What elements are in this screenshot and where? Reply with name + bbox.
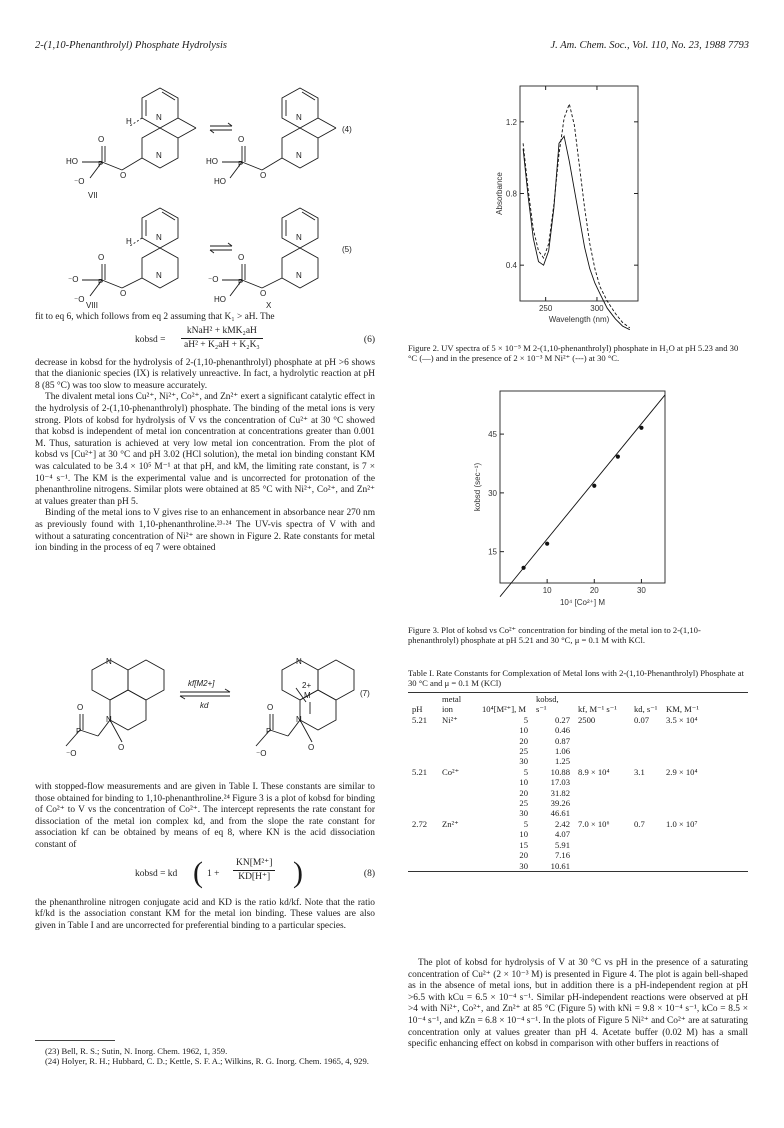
eq7-number: (7) xyxy=(360,689,370,698)
metal-m-label: M xyxy=(304,691,311,700)
paragraph-stopped-flow: with stopped-flow measurements and are given in Table I. These constants are similar to those obtained for binding to 1,10-phenanthroline.²⁴ Figure 3 is a plot of kobsd for binding of Co²⁺ to V vs the concentration of Co²⁺. The intercept represents the rate constant for dissociation of the metal ion complex kd, and from the slope the rate constant for association kf can be obtained by means of eq 8, where KN is the acid dissociation constant of xyxy=(35,782,375,850)
cell-kf xyxy=(574,850,630,860)
cell-kd xyxy=(630,736,662,746)
footnote-23: (23) Bell, R. S.; Sutin, N. Inorg. Chem. 1962, 1, 359. xyxy=(45,1046,228,1056)
figure-3-caption: Figure 3. Plot of kobsd vs Co²⁺ concentration for binding of the metal ion to 2-(1,10-phenanthrolyl) phosphate at pH 5.21 and 30 °C, μ = 0.1 M with KCl. xyxy=(408,625,701,646)
cell-kobsd: 10.61 xyxy=(550,860,570,871)
svg-text:P: P xyxy=(98,278,104,287)
cell-km xyxy=(662,788,748,798)
cell-km xyxy=(662,808,748,818)
cell-ph xyxy=(408,756,438,766)
running-header-right: J. Am. Chem. Soc., Vol. 110, No. 23, 1988 7793 xyxy=(550,40,749,51)
cell-kd: 3.1 xyxy=(634,766,645,777)
cell-conc: 20 xyxy=(519,735,528,746)
col-kobsd: kobsd, s⁻¹ xyxy=(536,694,559,715)
cell-conc: 5 xyxy=(523,766,528,777)
cell-conc: 25 xyxy=(519,798,528,809)
paragraph-divalent-metals: The divalent metal ions Cu²⁺, Ni²⁺, Co²⁺, and Zn²⁺ exert a significant catalytic effect in the hydrolysis of 2-(1,10-phenanthrolyl) phosphate. The binding of the metal ions is very strong. Plots of kobsd for hydrolysis of V vs the concentration of Cu²⁺ at 30 °C showed that kobsd is independent of metal ion concentration at concentrations greater than 0.001 M. Thus, saturation is achieved at very low metal ion concentration. From the plot of kobsd vs [Cu²⁺] at 30 °C and pH 3.02 (HCl solution), the metal ion binding constant KM was calculated to be 3.4 × 10⁵ M⁻¹ at that pH, and kM, the limiting rate constant, is 7 × 10⁻⁴ s⁻¹. The KM is the experimental value and is uncorrected for protonation of the phenanthroline nitrogens. Similar plots were obtained at 85 °C with Ni²⁺, Co²⁺, and Zn²⁺ at values greater than pH 5. xyxy=(35,392,375,507)
left-column-continued xyxy=(35,782,375,932)
x-tick-label: 250 xyxy=(538,304,553,313)
eq6-denominator: aH² + K₂aH + K₂K₃ xyxy=(184,340,260,351)
table-1-rule-top xyxy=(408,692,748,693)
cell-kd xyxy=(630,746,662,756)
cell-conc: 30 xyxy=(519,756,528,767)
cell-km: 1.0 × 10⁷ xyxy=(666,818,698,829)
cell-kobsd: 17.03 xyxy=(550,777,570,788)
table-row xyxy=(408,798,748,808)
figure-3-kobsd-plot xyxy=(470,383,690,618)
eq8-lhs: kobsd = kd xyxy=(135,868,178,879)
cell-ion: Zn²⁺ xyxy=(442,818,459,829)
eq8-number: (8) xyxy=(363,868,375,879)
figure-2-caption: Figure 2. UV spectra of 5 × 10⁻⁵ M 2-(1,10-phenanthrolyl) phosphate in H₂O at pH 5.23 and 30 °C (—) and in the presence of 2 × 10⁻³ M Ni²⁺ (---) at 30 °C. xyxy=(408,343,739,364)
svg-text:O: O xyxy=(308,743,315,752)
table-1 xyxy=(408,694,748,873)
table-row xyxy=(408,746,748,756)
svg-text:N: N xyxy=(296,715,302,724)
cell-km: 2.9 × 10⁴ xyxy=(666,766,698,777)
eq6-numerator: kNaH² + kMK₂aH xyxy=(181,326,263,340)
svg-text:O: O xyxy=(267,703,274,712)
cell-ph xyxy=(408,808,438,818)
svg-text:HO: HO xyxy=(214,177,226,186)
table-row xyxy=(408,788,748,798)
svg-text:O: O xyxy=(120,289,127,298)
cell-ion: Ni²⁺ xyxy=(442,714,458,725)
cell-kf xyxy=(574,840,630,850)
phenanthroline-structures-scheme xyxy=(60,70,360,310)
cell-km xyxy=(662,829,748,839)
data-point xyxy=(616,454,620,458)
cell-km xyxy=(662,861,748,872)
eq8-one-plus: 1 + xyxy=(207,868,220,879)
cell-ion: Co²⁺ xyxy=(442,766,460,777)
cell-kf: 7.0 × 10⁶ xyxy=(578,818,610,829)
footnote-rule xyxy=(35,1040,115,1041)
svg-text:H: H xyxy=(126,237,132,246)
paragraph-figure4: The plot of kobsd for hydrolysis of V at 30 °C vs pH in the presence of a saturating concentration of Cu²⁺ (2 × 10⁻³ M) is presented in Figure 4. The plot is again bell-shaped as in the absence of metal ions, but in addition there is a pH-independent region at pH >6.5 with kCu = 6.5 × 10⁻⁴ s⁻¹. Similar pH-independent reactions were observed at pH >4 with Ni²⁺, Co²⁺, and Zn²⁺ at 85 °C (Figure 5) with kNi = 9.8 × 10⁻⁴ s⁻¹, kCo = 8.5 × 10⁻⁴ s⁻¹, and kZn = 6.8 × 10⁻⁴ s⁻¹. In the plots of Figure 5 Ni²⁺ and Co²⁺ are at saturating concentration only at values greater than pH 4. Acetate buffer (0.02 M) has a small specific enhancing effect on kobsd in comparison with other buffers in reactions of xyxy=(408,958,748,1050)
cell-ion xyxy=(438,829,478,839)
svg-text:⁻O: ⁻O xyxy=(208,275,219,284)
x-tick-label: 20 xyxy=(589,586,599,595)
cell-conc: 10 xyxy=(519,777,528,788)
table-row xyxy=(408,840,748,850)
svg-text:N: N xyxy=(156,151,162,160)
cell-conc: 30 xyxy=(519,808,528,819)
table-row xyxy=(408,861,748,872)
svg-text:O: O xyxy=(238,253,245,262)
y-tick-label: 0.8 xyxy=(505,189,517,199)
cell-kd xyxy=(630,756,662,766)
svg-text:P: P xyxy=(266,727,272,736)
cell-ion xyxy=(438,850,478,860)
cell-ph xyxy=(408,850,438,860)
cell-ph: 5.21 xyxy=(412,766,428,777)
cell-kobsd: 2.42 xyxy=(554,818,570,829)
cell-ph xyxy=(408,798,438,808)
svg-text:N: N xyxy=(106,657,112,666)
cell-conc: 20 xyxy=(519,787,528,798)
cell-kd xyxy=(630,788,662,798)
cell-kobsd: 4.07 xyxy=(554,829,570,840)
eq8-fraction xyxy=(233,858,275,884)
table-row xyxy=(408,756,748,766)
running-header-left: 2-(1,10-Phenanthrolyl) Phosphate Hydrolysis xyxy=(35,40,227,51)
eq4-number: (4) xyxy=(342,125,352,134)
cell-ion xyxy=(438,861,478,872)
eq6-number: (6) xyxy=(363,334,375,345)
cell-ion xyxy=(438,736,478,746)
paragraph-conjugate-acid: the phenanthroline nitrogen conjugate acid and KD is the ratio kd/kf. Note that the ratio kf/kd is the association constant KM for the metal ion binding. These values are also given in Table I and are uncorrected for preferential binding to a particular species. xyxy=(35,897,375,931)
eq5-number: (5) xyxy=(342,245,352,254)
cell-kd xyxy=(630,829,662,839)
cell-kf xyxy=(574,808,630,818)
cell-kd xyxy=(630,861,662,872)
cell-ion xyxy=(438,788,478,798)
cell-ion xyxy=(438,840,478,850)
col-kf: kf, M⁻¹ s⁻¹ xyxy=(578,704,617,715)
footnotes xyxy=(35,1046,375,1067)
svg-text:P: P xyxy=(76,727,82,736)
table-row xyxy=(408,850,748,860)
col-metal-ion: metal ion xyxy=(442,694,462,715)
data-point xyxy=(521,566,525,570)
cell-ph: 2.72 xyxy=(412,818,428,829)
table-bottom-rule xyxy=(408,871,748,873)
svg-text:O: O xyxy=(98,253,105,262)
cell-kf xyxy=(574,777,630,787)
left-column xyxy=(35,312,375,555)
svg-text:O: O xyxy=(77,703,84,712)
cell-ph xyxy=(408,746,438,756)
data-point xyxy=(545,542,549,546)
eq8-close-paren: ) xyxy=(293,855,303,889)
cell-kobsd: 46.61 xyxy=(550,808,570,819)
plot-frame xyxy=(520,86,638,301)
cell-kobsd: 7.16 xyxy=(554,850,570,861)
cell-kf xyxy=(574,788,630,798)
cell-ph xyxy=(408,861,438,872)
cell-ion xyxy=(438,725,478,735)
col-conc: 10⁴[M²⁺], M xyxy=(482,704,527,715)
table-header-row xyxy=(408,694,748,715)
cell-kd xyxy=(630,808,662,818)
svg-text:N: N xyxy=(296,657,302,666)
cell-kf xyxy=(574,756,630,766)
cell-conc: 15 xyxy=(519,839,528,850)
cell-km: 3.5 × 10⁴ xyxy=(666,714,698,725)
x-tick-label: 30 xyxy=(636,586,646,595)
cell-ph: 5.21 xyxy=(412,714,428,725)
cell-conc: 10 xyxy=(519,725,528,736)
table-row xyxy=(408,736,748,746)
cell-ph xyxy=(408,788,438,798)
cell-kd: 0.7 xyxy=(634,818,645,829)
table-row xyxy=(408,725,748,735)
cell-ion xyxy=(438,808,478,818)
cell-conc: 30 xyxy=(519,860,528,871)
table-row xyxy=(408,767,748,777)
table-row xyxy=(408,819,748,829)
col-km: KM, M⁻¹ xyxy=(666,704,699,715)
cell-kd xyxy=(630,725,662,735)
svg-text:⁻O: ⁻O xyxy=(68,275,79,284)
y-tick-label: 30 xyxy=(488,488,497,498)
svg-text:⁻O: ⁻O xyxy=(74,295,85,304)
label-x: X xyxy=(266,301,272,310)
cell-kd: 0.07 xyxy=(634,714,650,725)
svg-text:N: N xyxy=(156,271,162,280)
y-tick-label: 1.2 xyxy=(505,117,517,127)
cell-ion xyxy=(438,798,478,808)
svg-text:⁻O: ⁻O xyxy=(66,749,77,758)
x-axis-label: 10⁴ [Co²⁺] M xyxy=(559,598,606,607)
cell-kobsd: 0.87 xyxy=(554,735,570,746)
svg-text:O: O xyxy=(120,171,127,180)
cell-kf: 8.9 × 10⁴ xyxy=(578,766,610,777)
table-row xyxy=(408,829,748,839)
cell-conc: 5 xyxy=(523,818,528,829)
cell-kd xyxy=(630,798,662,808)
cell-kobsd: 31.82 xyxy=(550,787,570,798)
y-axis-label: Absorbance xyxy=(495,172,504,215)
y-tick-label: 45 xyxy=(488,430,497,440)
equation-6 xyxy=(35,326,375,356)
svg-text:P: P xyxy=(238,278,244,287)
cell-kobsd: 10.88 xyxy=(550,766,570,777)
cell-kf xyxy=(574,736,630,746)
svg-text:N: N xyxy=(296,151,302,160)
eq6-fraction xyxy=(181,326,263,352)
cell-km xyxy=(662,840,748,850)
cell-km xyxy=(662,798,748,808)
eq6-lhs: kobsd = xyxy=(135,334,166,345)
svg-text:⁻O: ⁻O xyxy=(256,749,267,758)
svg-text:⁻O: ⁻O xyxy=(74,177,85,186)
cell-km xyxy=(662,736,748,746)
right-column-text xyxy=(408,958,748,1051)
cell-ion xyxy=(438,756,478,766)
paragraph-fit-eq6: fit to eq 6, which follows from eq 2 assuming that K₁ > aH. The xyxy=(35,312,275,322)
svg-text:N: N xyxy=(106,715,112,724)
table-1-caption: Table I. Rate Constants for Complexation of Metal Ions with 2-(1,10-Phenanthrolyl) Phosphate at 30 °C and μ = 0.1 M (KCl) xyxy=(408,668,744,689)
svg-text:HO: HO xyxy=(206,157,218,166)
footnote-24: (24) Holyer, R. H.; Hubbard, C. D.; Kettle, S. F. A.; Wilkins, R. G. Inorg. Chem. 1965, 4, 929. xyxy=(45,1056,369,1067)
table-row xyxy=(408,777,748,787)
eq8-denominator: KD[H⁺] xyxy=(238,872,271,883)
cell-kd xyxy=(630,840,662,850)
paragraph-decrease: decrease in kobsd for the hydrolysis of 2-(1,10-phenanthrolyl) phosphate at pH >6 shows that the dianionic species (IX) is relatively unreactive. In fact, a hydrolytic reaction at pH 8 (85 °C) was too slow to measure accurately. xyxy=(35,357,375,391)
y-tick-label: 0.4 xyxy=(505,261,517,271)
y-axis-label: kobsd (sec⁻¹) xyxy=(473,462,482,512)
kd-label: kd xyxy=(200,701,209,710)
x-tick-label: 10 xyxy=(542,586,552,595)
svg-text:N: N xyxy=(156,113,162,122)
svg-text:N: N xyxy=(296,271,302,280)
cell-km xyxy=(662,746,748,756)
cell-kobsd: 0.27 xyxy=(554,714,570,725)
cell-ph xyxy=(408,725,438,735)
table-row xyxy=(408,715,748,725)
svg-text:HO: HO xyxy=(66,157,78,166)
cell-kobsd: 0.46 xyxy=(554,725,570,736)
cell-ph xyxy=(408,777,438,787)
svg-text:N: N xyxy=(156,233,162,242)
cell-kf xyxy=(574,746,630,756)
label-viii: VIII xyxy=(86,301,99,310)
eq8-numerator: KN[M²⁺] xyxy=(233,858,275,872)
y-tick-label: 15 xyxy=(488,547,497,557)
cell-kf xyxy=(574,829,630,839)
svg-text:O: O xyxy=(260,171,267,180)
label-vii: VII xyxy=(88,191,98,200)
cell-km xyxy=(662,725,748,735)
eq8-open-paren: ( xyxy=(193,855,203,889)
svg-text:N: N xyxy=(296,113,302,122)
col-ph: pH xyxy=(412,704,423,715)
cell-conc: 25 xyxy=(519,746,528,757)
svg-text:O: O xyxy=(260,289,267,298)
cell-kobsd: 5.91 xyxy=(554,839,570,850)
cell-kd xyxy=(630,850,662,860)
cell-kobsd: 1.25 xyxy=(554,756,570,767)
cell-ion xyxy=(438,777,478,787)
cell-conc: 20 xyxy=(519,850,528,861)
col-kd: kd, s⁻¹ xyxy=(634,704,658,715)
data-point xyxy=(639,426,643,430)
cell-ph xyxy=(408,736,438,746)
cell-ph xyxy=(408,829,438,839)
cell-ion xyxy=(438,746,478,756)
charge-label: 2+ xyxy=(302,681,312,690)
x-axis-label: Wavelength (nm) xyxy=(548,315,610,324)
cell-conc: 10 xyxy=(519,829,528,840)
x-tick-label: 300 xyxy=(590,304,604,313)
eq7-metal-binding-scheme xyxy=(66,650,375,760)
cell-kd xyxy=(630,777,662,787)
data-point xyxy=(592,484,596,488)
svg-text:HO: HO xyxy=(214,295,226,304)
cell-conc: 5 xyxy=(523,714,528,725)
svg-text:O: O xyxy=(98,135,105,144)
svg-text:O: O xyxy=(118,743,125,752)
cell-kf xyxy=(574,725,630,735)
equation-8 xyxy=(35,856,375,894)
figure-2-uv-spectra xyxy=(480,78,650,338)
kf-label: kf[M2+] xyxy=(188,679,215,688)
plot-frame xyxy=(500,391,665,583)
svg-text:N: N xyxy=(296,233,302,242)
table-rule xyxy=(408,871,748,873)
cell-kf xyxy=(574,798,630,808)
cell-km xyxy=(662,777,748,787)
cell-ph xyxy=(408,840,438,850)
svg-text:H: H xyxy=(126,117,132,126)
cell-kf: 2500 xyxy=(578,714,596,725)
series-line-ni xyxy=(523,104,630,328)
cell-km xyxy=(662,756,748,766)
svg-text:P: P xyxy=(238,160,244,169)
cell-kf xyxy=(574,861,630,872)
svg-text:O: O xyxy=(238,135,245,144)
cell-km xyxy=(662,850,748,860)
paragraph-binding: Binding of the metal ions to V gives rise to an enhancement in absorbance near 270 nm as previously found with 1,10-phenanthroline.²³·²⁴ The UV-vis spectra of V with and without a saturating concentration of Ni²⁺ are shown in Figure 2. Rate constants for metal ion binding in the process of eq 7 were obtained xyxy=(35,508,375,554)
cell-kobsd: 1.06 xyxy=(554,746,570,757)
svg-text:P: P xyxy=(98,160,104,169)
cell-kobsd: 39.26 xyxy=(550,798,570,809)
table-row xyxy=(408,808,748,818)
